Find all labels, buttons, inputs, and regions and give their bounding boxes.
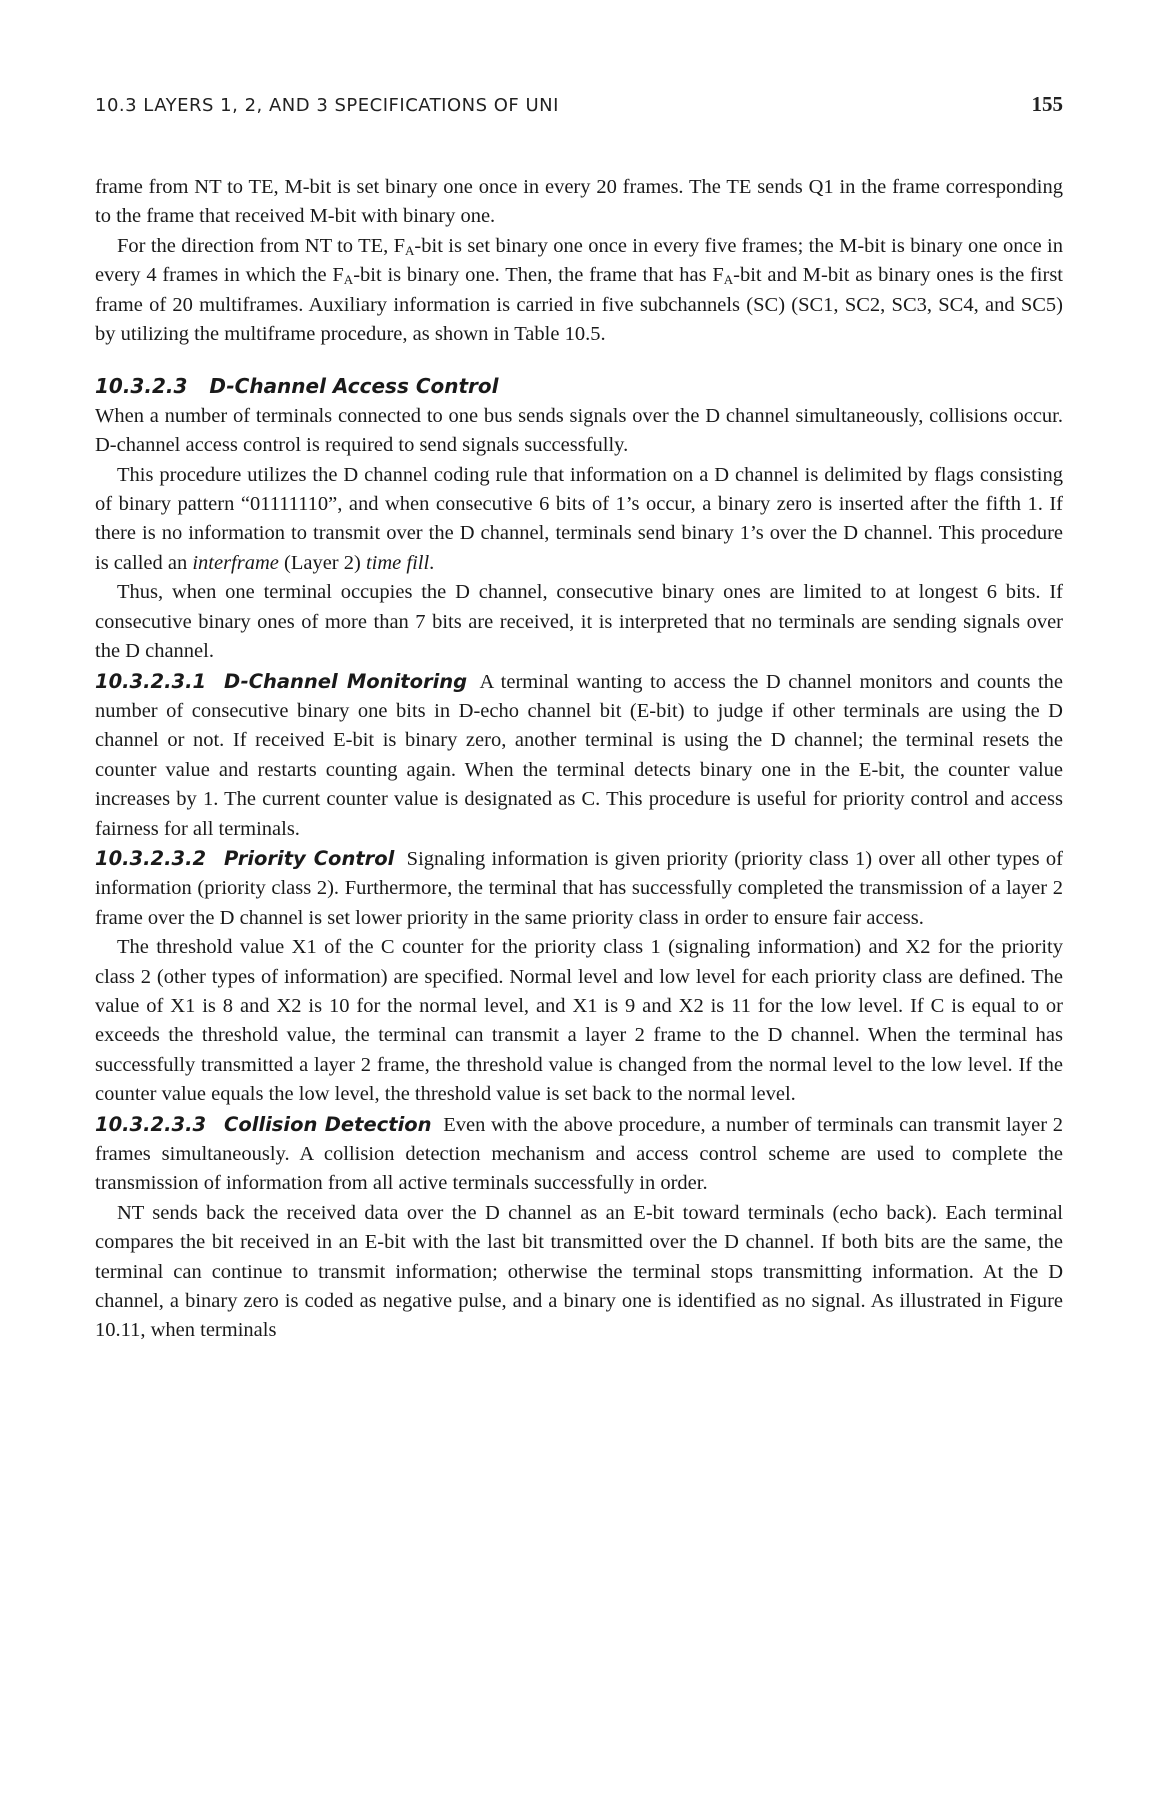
access-control-paragraph-1: When a number of terminals connected to one bus sends signals over the D channel simultaneously, collisions occur. D-channel access control is required to send signals successfully. xyxy=(95,404,1063,457)
running-title: 10.3 LAYERS 1, 2, AND 3 SPECIFICATIONS OF UNI xyxy=(95,95,559,116)
intro-paragraph-2: For the direction from NT to TE, $F_A$-bit is set binary one once in every five frames; the M-bit is binary one once in every 4 frames in which the $F_A$-bit is binary one. Then, the frame that has $F_A$-bit and M-bit as binary ones is the first frame of 20 multiframes. Auxiliary information is carried in five subchannels (SC) (SC1, SC2, SC3, SC4, and SC5) by utilizing the multiframe procedure, as shown in Table 10.5. xyxy=(95,234,1064,346)
section-title: D-Channel Access Control xyxy=(209,374,499,399)
priority-paragraph-2: The threshold value X1 of the C counter for the priority class 1 (signaling information) and X2 for the priority class 2 (other types of information) are specified. Normal level and low level for each priority class are defined. The value of X1 is 8 and X2 is 10 for the normal level, and X1 is 9 and X2 is 11 for the low level. If C is equal to or exceeds the threshold value, the terminal can transmit a layer 2 frame to the D channel. When the terminal has successfully transmitted a layer 2 frame, the threshold value is changed from the normal level to the low level. If the counter value equals the low level, the threshold value is set back to the normal level. xyxy=(95,936,1063,1106)
access-control-paragraph-2: This procedure utilizes the D channel coding rule that information on a D channel is delimited by flags consisting of binary pattern “01111110”, and when consecutive 6 bits of 1’s occur, a binary zero is inserted after the fifth 1. If there is no information to transmit over the D channel, terminals send binary 1’s over the D channel. This procedure is called an interframe (Layer 2) time fill. xyxy=(95,463,1063,574)
page xyxy=(95,70,1063,1346)
body-text xyxy=(95,173,1063,1346)
access-control-paragraph-3: Thus, when one terminal occupies the D channel, consecutive binary ones are limited to at longest 6 bits. If consecutive binary ones of more than 7 bits are received, it is interpreted that no terminals are sending signals over the D channel. xyxy=(95,581,1063,663)
running-header xyxy=(95,92,1063,117)
priority-paragraph-1: 10.3.2.3.2 Priority Control Signaling information is given priority (priority class 1) over all other types of information (priority class 2). Furthermore, the terminal that has successfully completed the transmission of a layer 2 frame over the D channel is set lower priority in the same priority class in order to ensure fair access. xyxy=(95,846,1064,929)
subsection-heading-10-3-2-3-3: 10.3.2.3.3 Collision Detection xyxy=(95,1112,432,1136)
collision-paragraph-2: NT sends back the received data over the D channel as an E-bit toward terminals (echo back). Each terminal compares the bit received in an E-bit with the last bit transmitted over the D channel. If both bits are the same, the terminal can continue to transmit information; otherwise the terminal stops transmitting information. At the D channel, a binary zero is coded as negative pulse, and a binary one is identified as no signal. As illustrated in Figure 10.11, when terminals xyxy=(95,1201,1063,1342)
subsection-heading-10-3-2-3-1: 10.3.2.3.1 D-Channel Monitoring xyxy=(95,669,468,693)
intro-paragraph-1: frame from NT to TE, M-bit is set binary one once in every 20 frames. The TE sends Q1 in the frame corresponding to the frame that received M-bit with binary one. xyxy=(95,176,1063,228)
section-heading-10-3-2-3 xyxy=(95,372,1063,401)
subsection-heading-10-3-2-3-2: 10.3.2.3.2 Priority Control xyxy=(95,846,395,870)
section-number: 10.3.2.3 xyxy=(95,374,188,399)
monitoring-paragraph: 10.3.2.3.1 D-Channel Monitoring A terminal wanting to access the D channel monitors and counts the number of consecutive binary one bits in D-echo channel bit (E-bit) to judge if other terminals are using the D channel or not. If received E-bit is binary zero, another terminal is using the D channel; the terminal resets the counter value and restarts counting again. When the terminal detects binary one in the E-bit, the counter value increases by 1. The current counter value is designated as C. This procedure is useful for priority control and access fairness for all terminals. xyxy=(95,669,1064,840)
collision-paragraph-1: 10.3.2.3.3 Collision Detection Even with the above procedure, a number of terminals can transmit layer 2 frames simultaneously. A collision detection mechanism and access control scheme are used to complete the transmission of information from all active terminals successfully in order. xyxy=(95,1112,1063,1195)
page-number: 155 xyxy=(1031,92,1063,116)
